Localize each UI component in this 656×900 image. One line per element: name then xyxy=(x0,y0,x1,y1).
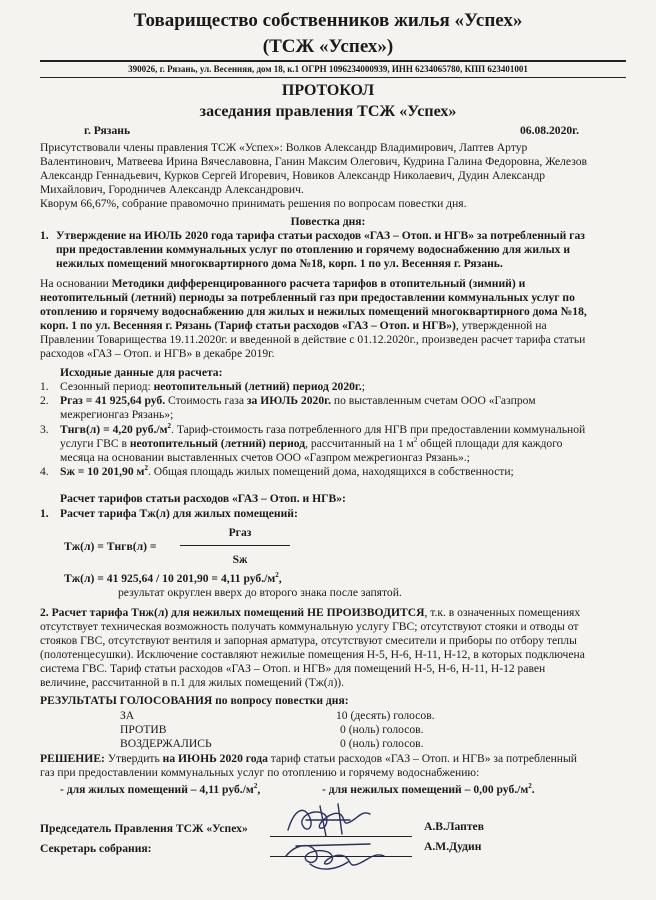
meeting-date: 06.08.2020г. xyxy=(520,124,580,137)
calc-result: Тж(л) = 41 925,64 / 10 201,90 = 4,11 $руб./м^2$, xyxy=(64,571,282,585)
secretary-label: Секретарь собрания: xyxy=(40,842,152,855)
input-item-number: 4. xyxy=(40,465,49,478)
meeting-city: г. Рязань xyxy=(84,124,131,137)
chair-label: Председатель Правления ТСЖ «Успех» xyxy=(40,822,248,835)
formula-fraction-bar xyxy=(180,545,290,546)
nonres-line: (полотенцесушки). Исключение составляют нежилые помещения Н-5, Н-6, Н-11, Н-12, в которых подключена xyxy=(40,648,585,661)
nonres-line: система ГВС. Тариф статьи расходов «ГАЗ – Отоп. и НГВ» для помещений Н-5, Н-6, Н-11, Н-12 равен xyxy=(40,662,546,675)
basis-text: , утвержденной на xyxy=(455,319,547,332)
calc-heading: Расчет тарифов статьи расходов «ГАЗ – Отоп. и НГВ»: xyxy=(60,492,346,505)
input-item-gas-cost-cont: межрегионгаз Рязань»; xyxy=(60,408,174,421)
vote-against-label: ПРОТИВ xyxy=(120,723,167,736)
basis-line xyxy=(40,277,525,290)
formula-denominator: Sж xyxy=(232,553,248,566)
vote-for-value: 10 (десять) голосов. xyxy=(336,709,435,722)
input-item-number: 3. xyxy=(40,423,49,436)
agenda-item-line: при предоставлении коммунальных услуг по отоплению и горячему водоснабжению для жилых и xyxy=(56,243,571,256)
input-item-tariff-cont: месяца на основании выставленных счетов ООО «Газпром межрегионгаз Рязань».; xyxy=(60,451,470,464)
agenda-item-line: нежилых помещений многоквартирного дома №18, корп. 1 по ул. Весенняя г. Рязань. xyxy=(56,257,503,270)
basis-intro: На основании xyxy=(40,277,112,290)
vote-for-label: ЗА xyxy=(120,709,135,722)
decision-line: РЕШЕНИЕ: Утвердить на ИЮНЬ 2020 года тариф статьи расходов «ГАЗ – Отоп. и НГВ» за потребленный xyxy=(40,752,577,765)
agenda-heading: Повестка дня: xyxy=(290,215,366,228)
org-name: Товарищество собственников жилья «Успех» xyxy=(133,10,523,31)
nonres-line: величине, рассчитанной в п.1 для жилых помещений (Тж(л)). xyxy=(40,676,345,689)
basis-line: Правлении Товарищества 19.11.2020г. и введенной в действие с 01.12.2020г., произведен расчет тарифа статьи xyxy=(40,333,586,346)
agenda-item-line: Утверждение на ИЮЛЬ 2020 года тарифа статьи расходов «ГАЗ – Отоп. и НГВ» за потребленный газ xyxy=(56,229,585,242)
formula-lhs: Тж(л) = Тнгв(л) = xyxy=(64,540,157,553)
attendance-line: Валентинович, Матвеева Ирина Вячеславовна, Ганин Максим Олегович, Кудрина Галина Федоровна, Железов xyxy=(40,155,587,168)
calc-rounding-note: результат округлен вверх до второго знака после запятой. xyxy=(118,586,402,599)
basis-line: неотопительный (летний) периоды за потребленный газ при предоставлении коммунальных услуг по xyxy=(40,291,575,304)
header-rule-bottom xyxy=(40,77,626,78)
nonres-line: 2. Расчет тарифа Тнж(л) для нежилых помещений НЕ ПРОИЗВОДИТСЯ, т.к. в означенных помещениях xyxy=(40,606,581,619)
quorum-line: Кворум 66,67%, собрание правомочно принимать решения по вопросам повестки дня. xyxy=(40,197,467,210)
input-item-area: Sж = 10 201,90 $м^2$. Общая площадь жилых помещений дома, находящихся в собственности; xyxy=(60,464,514,478)
header-rule-top xyxy=(40,60,626,62)
decision-residential-tariff: - для жилых помещений – 4,11 $руб./м^2$, xyxy=(60,782,261,796)
attendance-line: Михайлович, Городничев Александр Александрович. xyxy=(40,183,304,196)
input-item-number: 2. xyxy=(40,394,49,407)
decision-nonresidential-tariff: - для нежилых помещений – 0,00 $руб./м^2$. xyxy=(322,782,535,796)
attendance-line: Александр Геннадьевич, Курков Сергей Игоревич, Новиков Александр Николаевич, Дудин Александр xyxy=(40,169,546,182)
secretary-name: А.М.Дудин xyxy=(424,840,482,853)
basis-line xyxy=(40,319,547,332)
decision-label: РЕШЕНИЕ: xyxy=(40,752,105,765)
input-item-tariff: Тнгв(л) = 4,20 $руб./м^2$. Тариф-стоимость газа потребленного для НГВ при предоставлении коммунальной xyxy=(60,422,586,436)
methodology-title: Методики дифференцированного расчета тарифов в отопительный (зимний) и xyxy=(111,277,526,290)
input-data-heading: Исходные данные для расчета: xyxy=(60,366,223,379)
input-item-number: 1. xyxy=(40,380,49,393)
basis-line: отоплению и горячему водоснабжению для жилых и нежилых помещений многоквартирного дома №18, xyxy=(40,305,587,318)
nonres-line: отсутствует техническая возможность получать коммунальную услугу ГВС; отсутствуют стояки и отводы от xyxy=(40,620,579,633)
vote-against-value: 0 (ноль) голосов. xyxy=(340,723,424,736)
decision-line: газ при предоставлении коммунальных услуг по отоплению и горячему водоснабжению: xyxy=(40,766,480,779)
document-title: ПРОТОКОЛ xyxy=(281,82,375,99)
agenda-item-number: 1. xyxy=(40,229,49,242)
attendance-line: Присутствовали члены правления ТСЖ «Успех»: Волков Александр Владимирович, Лаптев Артур xyxy=(40,141,528,154)
voting-heading: РЕЗУЛЬТАТЫ ГОЛОСОВАНИЯ по вопросу повестки дня: xyxy=(40,694,349,707)
vote-abstain-value: 0 (ноль) голосов. xyxy=(340,737,424,750)
formula-numerator: Ргаз xyxy=(228,526,252,539)
org-requisites: 390026, г. Рязань, ул. Весенняя, дом 18, к.1 ОГРН 1096234000939, ИНН 6234065780, КПП 623401001 xyxy=(128,64,528,74)
secretary-signature xyxy=(276,834,396,876)
methodology-title-end: корп. 1 по ул. Весенняя г. Рязань (Тариф статьи расходов «ГАЗ – Отоп. и НГВ») xyxy=(40,319,456,332)
org-short-name: (ТСЖ «Успех») xyxy=(262,36,394,57)
basis-line: расходов «ГАЗ – Отоп. и НГВ» в декабре 2019г. xyxy=(40,347,275,360)
vote-abstain-label: ВОЗДЕРЖАЛИСЬ xyxy=(120,737,212,750)
document-subtitle: заседания правления ТСЖ «Успех» xyxy=(199,103,457,120)
input-item-season: Сезонный период: неотопительный (летний) период 2020г.; xyxy=(60,380,366,393)
calc-step-number: 1. xyxy=(40,507,49,520)
input-item-tariff-cont: услуги ГВС в неотопительный (летний) период, рассчитанный на 1 $м^2$ общей площади для каждого xyxy=(60,436,563,450)
chair-name: А.В.Лаптев xyxy=(424,820,484,833)
calc-step-title: Расчет тарифа Тж(л) для жилых помещений: xyxy=(60,507,298,520)
input-item-gas-cost: Ргаз = 41 925,64 руб. Стоимость газа за ИЮЛЬ 2020г. по выставленным счетам ООО «Газпром xyxy=(60,394,536,407)
nonres-line: стояков ГВС, отсутствуют вентиля и запорная арматура, отсутствуют смесители и приборы по отбору теплы xyxy=(40,634,577,647)
